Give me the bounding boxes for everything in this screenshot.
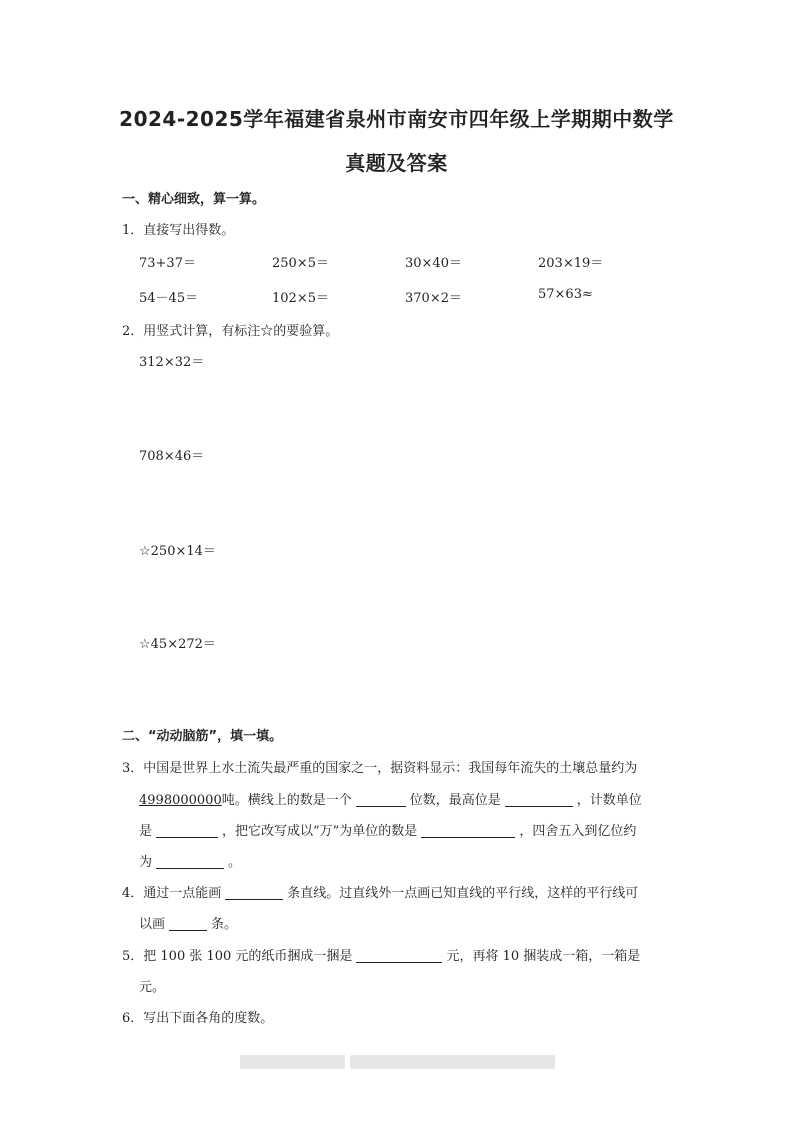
question-6-prompt: 6．写出下面各角的度数。 [122,1011,274,1026]
calc-item: 370×2＝ [405,291,462,306]
vertical-calc-item: ☆250×14＝ [139,544,216,559]
answer-blank[interactable] [356,948,442,963]
blurred-footer [240,1055,345,1069]
calc-item: 102×5＝ [272,291,329,306]
calc-item: 30×40＝ [405,256,462,271]
answer-blank[interactable] [169,916,207,931]
calc-item: 57×63≈ [538,287,593,302]
question-5-line: 5．把 100 张 100 元的纸币捆成一捆是 元，再将 10 捆装成一箱，一箱是 [122,949,641,964]
question-1-prompt: 1．直接写出得数。 [122,223,235,238]
question-3-line: 为 。 [139,855,242,870]
vertical-calc-item: 312×32＝ [139,355,205,370]
section-2-heading: 二、“动动脑筋”，填一填。 [122,729,283,744]
question-4-line: 以画 条。 [139,917,238,932]
answer-blank[interactable] [225,885,283,900]
answer-blank[interactable] [421,823,515,838]
calc-item: 203×19＝ [538,256,604,271]
vertical-calc-item: 708×46＝ [139,449,205,464]
question-3-line: 3．中国是世界上水土流失最严重的国家之一，据资料显示：我国每年流失的土壤总量约为 [122,761,638,776]
answer-blank[interactable] [156,854,224,869]
calc-item: 54－45＝ [139,291,199,306]
section-1-heading: 一、精心细致，算一算。 [122,192,266,207]
answer-blank[interactable] [505,792,573,807]
calc-item: 73+37＝ [139,256,196,271]
question-3-line: 是 ，把它改写成以“万”为单位的数是 ，四舍五入到亿位约 [139,824,637,839]
blurred-footer [350,1055,555,1069]
question-3-line: 4998000000吨。横线上的数是一个 位数，最高位是 ，计数单位 [139,793,642,808]
underlined-number: 4998000000 [139,793,222,808]
answer-blank[interactable] [356,792,406,807]
question-5-line: 元。 [139,980,166,995]
calc-item: 250×5＝ [272,256,329,271]
vertical-calc-item: ☆45×272＝ [139,637,216,652]
answer-blank[interactable] [156,823,218,838]
document-title: 2024-2025学年福建省泉州市南安市四年级上学期期中数学 [119,107,674,131]
question-4-line: 4．通过一点能画 条直线。过直线外一点画已知直线的平行线，这样的平行线可 [122,886,639,901]
question-2-prompt: 2．用竖式计算，有标注☆的要验算。 [122,324,339,339]
document-subtitle: 真题及答案 [345,151,448,175]
